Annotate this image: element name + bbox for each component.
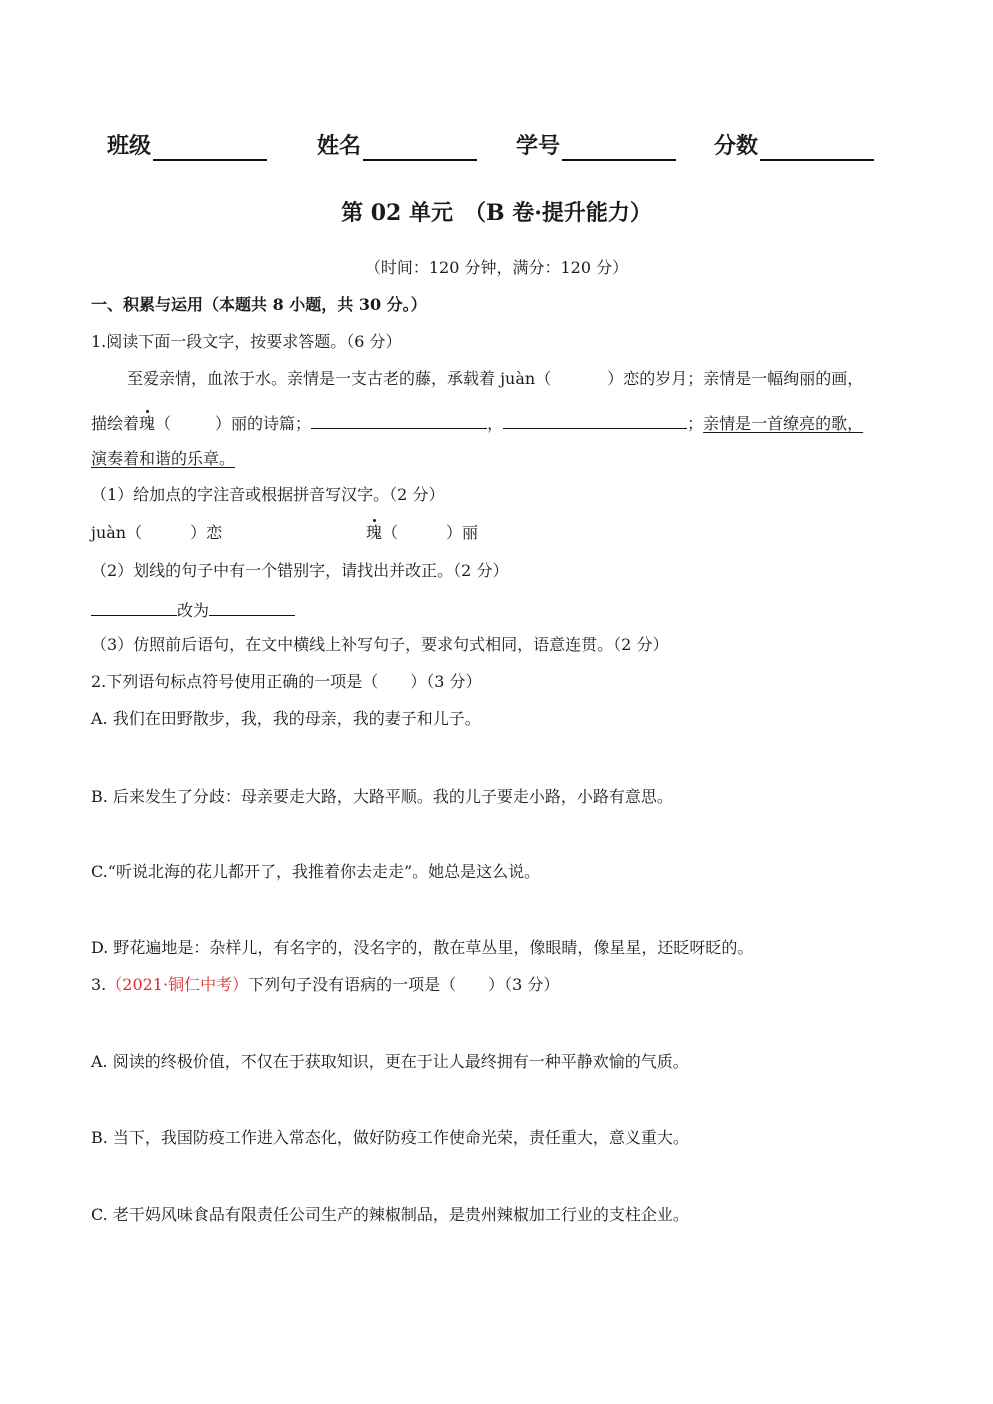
name-blank[interactable] xyxy=(363,135,477,161)
dotted-char: 瑰 xyxy=(366,523,383,542)
q1-stem: 1.阅读下面一段文字，按要求答题。（6 分） xyxy=(91,332,402,351)
q2-option-b[interactable]: B. 后来发生了分歧：母亲要走大路，大路平顺。我的儿子要走小路，小路有意思。 xyxy=(91,787,673,806)
class-label: 班级 xyxy=(107,133,152,159)
passage-text: ， xyxy=(487,414,504,433)
q2-option-c[interactable]: C.“听说北海的花儿都开了，我推着你去走走”。她总是这么说。 xyxy=(91,862,541,881)
q3-question: 下列句子没有语病的一项是（ ）（3 分） xyxy=(248,975,560,994)
q1-sub3: （3）仿照前后语句，在文中横线上补写句子，要求句式相同，语意连贯。（2 分） xyxy=(91,635,669,654)
q2-option-d[interactable]: D. 野花遍地是：杂样儿，有名字的，没名字的，散在草丛里，像眼睛，像星星，还眨呀眨的。 xyxy=(91,938,754,957)
q3-option-b[interactable]: B. 当下，我国防疫工作进入常态化，做好防疫工作使命光荣，责任重大，意义重大。 xyxy=(91,1128,689,1147)
name-field xyxy=(317,131,477,161)
answer-paren: （ ）丽 xyxy=(382,523,479,542)
passage-text: ； xyxy=(687,414,704,433)
student-id-field xyxy=(516,131,676,161)
passage-text: 至爱亲情，血浓于水。亲情是一支古老的藤，承载着 juàn（ xyxy=(127,369,552,388)
q2-stem: 2.下列语句标点符号使用正确的一项是（ ）（3 分） xyxy=(91,672,482,691)
q3-number: 3. xyxy=(91,975,107,994)
student-id-label: 学号 xyxy=(516,133,561,159)
class-blank[interactable] xyxy=(153,135,267,161)
score-field xyxy=(714,131,874,161)
student-id-blank[interactable] xyxy=(562,135,676,161)
q2-option-a[interactable]: A. 我们在田野散步，我，我的母亲，我的妻子和儿子。 xyxy=(91,709,481,728)
correct-char-blank[interactable] xyxy=(209,597,295,616)
page-title: 第 02 单元 （B 卷·提升能力） xyxy=(341,200,652,226)
q1-sub1: （1）给加点的字注音或根据拼音写汉字。（2 分） xyxy=(91,485,445,504)
fill-blank-2[interactable] xyxy=(503,410,687,429)
change-to-label: 改为 xyxy=(177,601,210,620)
q1-sub2-answer xyxy=(91,597,295,622)
q1-sub1-answer-gui[interactable] xyxy=(366,522,478,544)
q1-sub2: （2）划线的句子中有一个错别字，请找出并改正。（2 分） xyxy=(91,561,509,580)
class-field xyxy=(107,131,267,161)
name-label: 姓名 xyxy=(317,133,362,159)
dotted-char: 瑰 xyxy=(139,414,156,433)
underlined-sentence: 亲情是一首缭亮的歌， xyxy=(703,414,864,433)
q3-option-c[interactable]: C. 老干妈风味食品有限责任公司生产的辣椒制品，是贵州辣椒加工行业的支柱企业。 xyxy=(91,1205,689,1224)
q3-stem xyxy=(91,974,559,996)
fill-blank-1[interactable] xyxy=(311,410,487,429)
q3-option-a[interactable]: A. 阅读的终极价值，不仅在于获取知识，更在于让人最终拥有一种平静欢愉的气质。 xyxy=(91,1052,689,1071)
passage-text: ）恋的岁月；亲情是一幅绚丽的画， xyxy=(607,369,864,388)
exam-time-info: （时间：120 分钟，满分：120 分） xyxy=(364,258,629,277)
q3-source: （2021·铜仁中考） xyxy=(106,975,249,994)
passage-text: 描绘着 xyxy=(91,414,140,433)
score-blank[interactable] xyxy=(760,135,874,161)
section-heading: 一、积累与运用（本题共 8 小题，共 30 分。） xyxy=(91,295,427,314)
underlined-sentence-cont: 演奏着和谐的乐章。 xyxy=(91,449,236,468)
score-label: 分数 xyxy=(714,133,759,159)
q1-passage-line1 xyxy=(127,368,863,390)
passage-text: ）丽的诗篇； xyxy=(215,414,312,433)
q1-sub1-answer-juan[interactable]: juàn（ ）恋 xyxy=(91,523,223,542)
passage-text: （ xyxy=(155,414,172,433)
wrong-char-blank[interactable] xyxy=(91,597,177,616)
student-info-row xyxy=(107,131,887,165)
q1-passage-line2 xyxy=(91,410,863,435)
